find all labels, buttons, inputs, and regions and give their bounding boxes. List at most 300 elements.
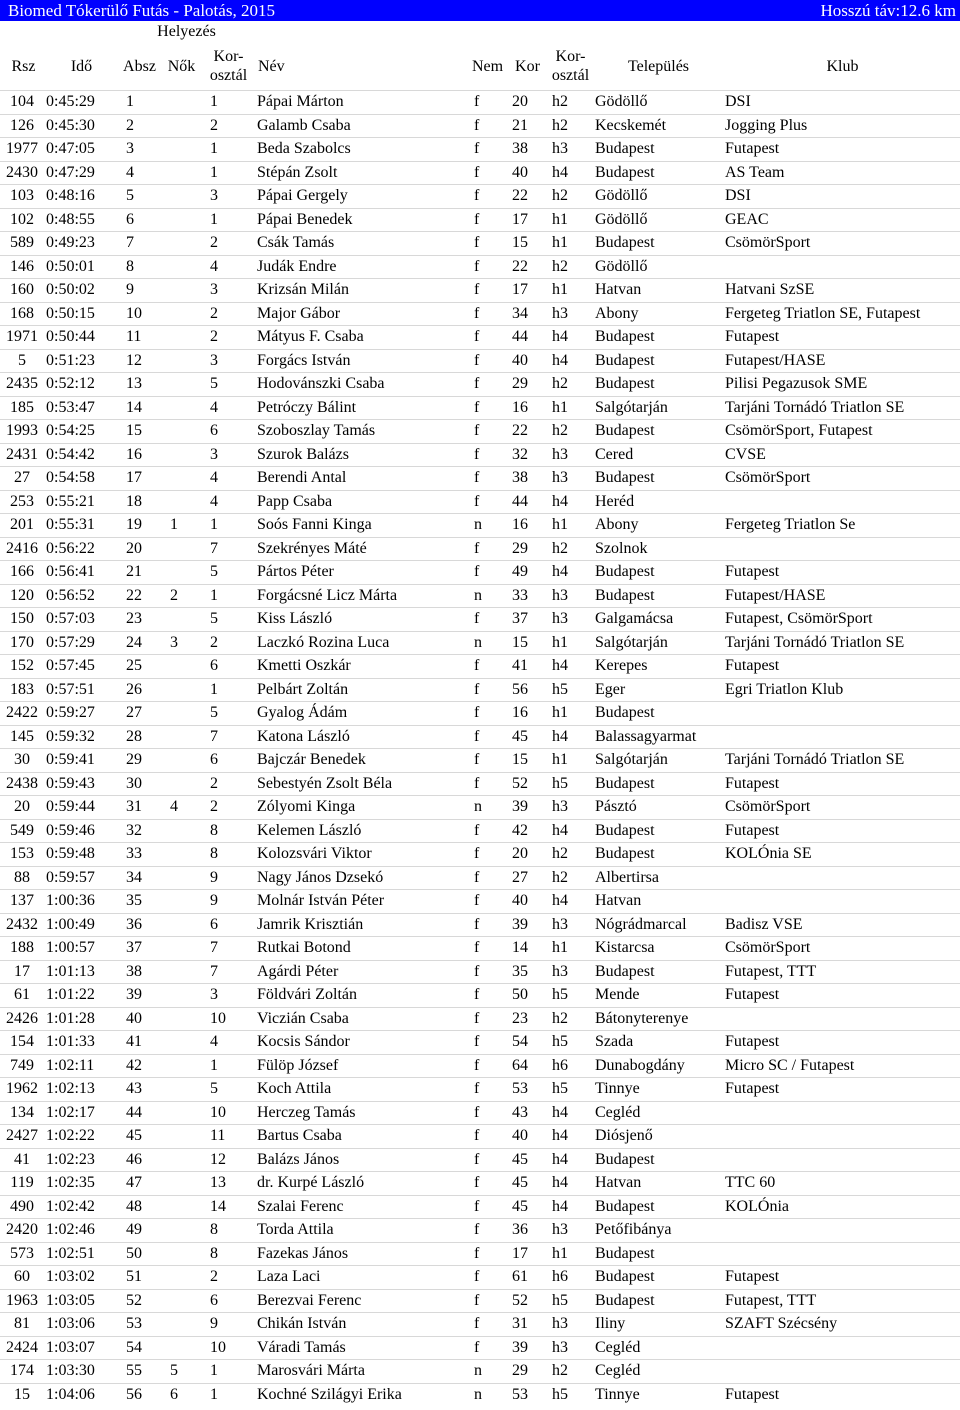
cell-ko: h3 <box>546 302 592 326</box>
cell-abs: 47 <box>116 1172 160 1196</box>
cell-nok <box>160 279 200 303</box>
cell-abs: 39 <box>116 984 160 1008</box>
cell-telepules: Budapest <box>592 561 722 585</box>
cell-telepules: Gödöllő <box>592 208 722 232</box>
table-row <box>0 1219 960 1243</box>
cell-kor: 38 <box>506 138 546 162</box>
cell-klub: GEAC <box>722 208 960 232</box>
cell-nev: Sebestyén Zsolt Béla <box>254 772 466 796</box>
cell-kor: 53 <box>506 1383 546 1406</box>
cell-kor: 23 <box>506 1007 546 1031</box>
cell-kor: 29 <box>506 537 546 561</box>
cell-ido: 0:47:29 <box>44 161 116 185</box>
cell-telepules: Tinnye <box>592 1078 722 1102</box>
cell-ido: 0:59:48 <box>44 843 116 867</box>
cell-ido: 0:50:15 <box>44 302 116 326</box>
cell-kor: 35 <box>506 960 546 984</box>
cell-rsz: 150 <box>0 608 44 632</box>
cell-ido: 1:02:42 <box>44 1195 116 1219</box>
cell-kork: 6 <box>200 913 254 937</box>
cell-nok <box>160 232 200 256</box>
cell-rsz: 185 <box>0 396 44 420</box>
cell-nev: Forgácsné Licz Márta <box>254 584 466 608</box>
cell-ido: 0:59:43 <box>44 772 116 796</box>
cell-kor: 17 <box>506 1242 546 1266</box>
cell-ido: 0:55:31 <box>44 514 116 538</box>
table-row <box>0 255 960 279</box>
cell-abs: 9 <box>116 279 160 303</box>
cell-rsz: 153 <box>0 843 44 867</box>
cell-abs: 3 <box>116 138 160 162</box>
cell-ido: 0:48:55 <box>44 208 116 232</box>
cell-abs: 2 <box>116 114 160 138</box>
cell-rsz: 170 <box>0 631 44 655</box>
cell-kork: 2 <box>200 302 254 326</box>
cell-ido: 0:47:05 <box>44 138 116 162</box>
cell-nok <box>160 772 200 796</box>
cell-rsz: 15 <box>0 1383 44 1406</box>
cell-ko: h3 <box>546 584 592 608</box>
cell-kork: 1 <box>200 1383 254 1406</box>
cell-ko: h4 <box>546 326 592 350</box>
cell-klub: Futapest/HASE <box>722 349 960 373</box>
table-row <box>0 326 960 350</box>
table-row <box>0 749 960 773</box>
cell-nem: n <box>466 1383 506 1406</box>
cell-rsz: 1993 <box>0 420 44 444</box>
cell-rsz: 549 <box>0 819 44 843</box>
cell-abs: 28 <box>116 725 160 749</box>
cell-kor: 39 <box>506 913 546 937</box>
cell-kork: 8 <box>200 1219 254 1243</box>
cell-ido: 0:48:16 <box>44 185 116 209</box>
cell-ko: h1 <box>546 749 592 773</box>
cell-abs: 7 <box>116 232 160 256</box>
cell-klub <box>722 1148 960 1172</box>
cell-ko: h3 <box>546 138 592 162</box>
cell-telepules: Budapest <box>592 702 722 726</box>
cell-nev: Katona László <box>254 725 466 749</box>
cell-ko: h4 <box>546 725 592 749</box>
cell-rsz: 1963 <box>0 1289 44 1313</box>
cell-nem: f <box>466 302 506 326</box>
cell-telepules: Budapest <box>592 772 722 796</box>
cell-nem: f <box>466 1266 506 1290</box>
cell-ido: 0:57:03 <box>44 608 116 632</box>
cell-kork: 9 <box>200 1313 254 1337</box>
cell-telepules: Tinnye <box>592 1383 722 1406</box>
cell-ido: 0:59:27 <box>44 702 116 726</box>
table-row <box>0 1054 960 1078</box>
cell-kork: 1 <box>200 208 254 232</box>
cell-kork: 7 <box>200 960 254 984</box>
cell-telepules: Szolnok <box>592 537 722 561</box>
cell-telepules: Budapest <box>592 584 722 608</box>
cell-nok <box>160 161 200 185</box>
cell-nem: f <box>466 396 506 420</box>
cell-nok <box>160 1313 200 1337</box>
cell-nev: Herczeg Tamás <box>254 1101 466 1125</box>
cell-klub: CsömörSport <box>722 467 960 491</box>
cell-telepules: Budapest <box>592 1195 722 1219</box>
table-row <box>0 490 960 514</box>
cell-kor: 44 <box>506 490 546 514</box>
cell-kork: 5 <box>200 561 254 585</box>
results-table <box>0 21 960 1406</box>
cell-abs: 26 <box>116 678 160 702</box>
cell-ido: 1:02:11 <box>44 1054 116 1078</box>
cell-klub: CsömörSport, Futapest <box>722 420 960 444</box>
cell-ko: h1 <box>546 396 592 420</box>
cell-kork: 2 <box>200 796 254 820</box>
cell-abs: 20 <box>116 537 160 561</box>
cell-ko: h5 <box>546 1289 592 1313</box>
cell-kork: 1 <box>200 584 254 608</box>
cell-nem: f <box>466 561 506 585</box>
cell-kor: 40 <box>506 349 546 373</box>
cell-nok <box>160 1242 200 1266</box>
cell-kor: 22 <box>506 420 546 444</box>
cell-abs: 4 <box>116 161 160 185</box>
cell-abs: 43 <box>116 1078 160 1102</box>
cell-nem: f <box>466 1148 506 1172</box>
table-row <box>0 1289 960 1313</box>
cell-abs: 10 <box>116 302 160 326</box>
cell-ido: 1:03:02 <box>44 1266 116 1290</box>
cell-kork: 2 <box>200 114 254 138</box>
cell-kor: 42 <box>506 819 546 843</box>
cell-telepules: Budapest <box>592 326 722 350</box>
cell-nok <box>160 749 200 773</box>
cell-nem: f <box>466 937 506 961</box>
blank-header <box>0 21 44 42</box>
cell-ko: h2 <box>546 420 592 444</box>
cell-abs: 19 <box>116 514 160 538</box>
cell-abs: 55 <box>116 1360 160 1384</box>
cell-nev: Szoboszlay Tamás <box>254 420 466 444</box>
table-row <box>0 373 960 397</box>
cell-klub: Futapest, CsömörSport <box>722 608 960 632</box>
cell-ko: h2 <box>546 114 592 138</box>
cell-abs: 11 <box>116 326 160 350</box>
cell-abs: 22 <box>116 584 160 608</box>
cell-abs: 29 <box>116 749 160 773</box>
cell-kork: 1 <box>200 161 254 185</box>
cell-telepules: Szada <box>592 1031 722 1055</box>
cell-nem: f <box>466 1054 506 1078</box>
cell-abs: 49 <box>116 1219 160 1243</box>
cell-kor: 45 <box>506 725 546 749</box>
cell-abs: 38 <box>116 960 160 984</box>
cell-nem: f <box>466 1007 506 1031</box>
cell-nev: dr. Kurpé László <box>254 1172 466 1196</box>
cell-nem: f <box>466 772 506 796</box>
cell-ko: h4 <box>546 1101 592 1125</box>
cell-nok <box>160 1266 200 1290</box>
cell-kor: 29 <box>506 373 546 397</box>
cell-ido: 1:01:22 <box>44 984 116 1008</box>
cell-ido: 0:45:30 <box>44 114 116 138</box>
cell-nev: Fazekas János <box>254 1242 466 1266</box>
cell-klub: Futapest/HASE <box>722 584 960 608</box>
cell-nem: f <box>466 1289 506 1313</box>
cell-nem: f <box>466 1078 506 1102</box>
cell-telepules: Budapest <box>592 960 722 984</box>
cell-rsz: 2426 <box>0 1007 44 1031</box>
cell-rsz: 146 <box>0 255 44 279</box>
cell-telepules: Gödöllő <box>592 255 722 279</box>
header-korosztaly-line2: osztál <box>551 67 590 84</box>
cell-klub <box>722 890 960 914</box>
cell-ko: h3 <box>546 608 592 632</box>
cell-nem: f <box>466 1125 506 1149</box>
cell-telepules: Gödöllő <box>592 91 722 115</box>
cell-ko: h3 <box>546 913 592 937</box>
cell-nem: f <box>466 843 506 867</box>
cell-nok <box>160 349 200 373</box>
cell-nem: f <box>466 255 506 279</box>
cell-nev: Koch Attila <box>254 1078 466 1102</box>
cell-abs: 53 <box>116 1313 160 1337</box>
table-row <box>0 984 960 1008</box>
cell-ido: 1:03:07 <box>44 1336 116 1360</box>
cell-nem: f <box>466 749 506 773</box>
cell-rsz: 2422 <box>0 702 44 726</box>
cell-telepules: Hatvan <box>592 890 722 914</box>
cell-rsz: 2431 <box>0 443 44 467</box>
cell-klub: Futapest, TTT <box>722 1289 960 1313</box>
cell-abs: 31 <box>116 796 160 820</box>
cell-nev: Marosvári Márta <box>254 1360 466 1384</box>
cell-nok <box>160 302 200 326</box>
cell-nok <box>160 1101 200 1125</box>
cell-nem: n <box>466 631 506 655</box>
cell-rsz: 160 <box>0 279 44 303</box>
cell-nem: f <box>466 443 506 467</box>
cell-telepules: Cegléd <box>592 1336 722 1360</box>
cell-ido: 0:59:32 <box>44 725 116 749</box>
cell-klub <box>722 537 960 561</box>
cell-nok <box>160 678 200 702</box>
cell-nok <box>160 490 200 514</box>
cell-kor: 49 <box>506 561 546 585</box>
cell-kork: 7 <box>200 537 254 561</box>
cell-rsz: 27 <box>0 467 44 491</box>
cell-kor: 29 <box>506 1360 546 1384</box>
cell-nok: 5 <box>160 1360 200 1384</box>
cell-klub: Futapest <box>722 772 960 796</box>
cell-telepules: Cered <box>592 443 722 467</box>
header-korosztaly-line2: osztál <box>209 67 248 84</box>
cell-telepules: Eger <box>592 678 722 702</box>
cell-abs: 45 <box>116 1125 160 1149</box>
cell-abs: 16 <box>116 443 160 467</box>
cell-abs: 40 <box>116 1007 160 1031</box>
cell-rsz: 749 <box>0 1054 44 1078</box>
cell-rsz: 20 <box>0 796 44 820</box>
cell-abs: 23 <box>116 608 160 632</box>
cell-telepules: Budapest <box>592 819 722 843</box>
table-row <box>0 1336 960 1360</box>
cell-nev: Pápai Benedek <box>254 208 466 232</box>
table-row <box>0 796 960 820</box>
cell-telepules: Albertirsa <box>592 866 722 890</box>
table-row <box>0 138 960 162</box>
cell-rsz: 88 <box>0 866 44 890</box>
cell-nev: Kelemen László <box>254 819 466 843</box>
cell-nok <box>160 1219 200 1243</box>
cell-ido: 0:56:41 <box>44 561 116 585</box>
cell-nev: Berezvai Ferenc <box>254 1289 466 1313</box>
cell-abs: 27 <box>116 702 160 726</box>
cell-ko: h2 <box>546 373 592 397</box>
cell-kork: 3 <box>200 279 254 303</box>
cell-nev: Petróczy Bálint <box>254 396 466 420</box>
table-row <box>0 1195 960 1219</box>
table-row <box>0 161 960 185</box>
cell-rsz: 2424 <box>0 1336 44 1360</box>
cell-kor: 40 <box>506 1125 546 1149</box>
cell-nok: 6 <box>160 1383 200 1406</box>
cell-rsz: 2430 <box>0 161 44 185</box>
cell-rsz: 166 <box>0 561 44 585</box>
cell-kor: 45 <box>506 1148 546 1172</box>
cell-kor: 52 <box>506 1289 546 1313</box>
cell-klub: KOLÓnia SE <box>722 843 960 867</box>
cell-ko: h1 <box>546 631 592 655</box>
cell-nem: f <box>466 91 506 115</box>
cell-kor: 61 <box>506 1266 546 1290</box>
cell-nev: Forgács István <box>254 349 466 373</box>
cell-abs: 34 <box>116 866 160 890</box>
cell-telepules: Salgótarján <box>592 396 722 420</box>
table-row <box>0 1148 960 1172</box>
cell-klub: Micro SC / Futapest <box>722 1054 960 1078</box>
cell-rsz: 2432 <box>0 913 44 937</box>
cell-ido: 1:03:05 <box>44 1289 116 1313</box>
cell-klub: TTC 60 <box>722 1172 960 1196</box>
table-row <box>0 514 960 538</box>
cell-ido: 0:54:25 <box>44 420 116 444</box>
cell-abs: 54 <box>116 1336 160 1360</box>
cell-rsz: 126 <box>0 114 44 138</box>
cell-telepules: Salgótarján <box>592 749 722 773</box>
cell-nem: n <box>466 796 506 820</box>
cell-nev: Szekrényes Máté <box>254 537 466 561</box>
cell-kor: 15 <box>506 232 546 256</box>
cell-klub: SZAFT Szécsény <box>722 1313 960 1337</box>
cell-ido: 0:59:46 <box>44 819 116 843</box>
cell-nev: Soós Fanni Kinga <box>254 514 466 538</box>
cell-rsz: 188 <box>0 937 44 961</box>
cell-nev: Chikán István <box>254 1313 466 1337</box>
cell-klub <box>722 490 960 514</box>
cell-telepules: Budapest <box>592 467 722 491</box>
cell-nok <box>160 913 200 937</box>
cell-nem: f <box>466 725 506 749</box>
cell-klub: Tarjáni Tornádó Triatlon SE <box>722 396 960 420</box>
cell-klub: Hatvani SzSE <box>722 279 960 303</box>
cell-telepules: Budapest <box>592 1289 722 1313</box>
cell-kork: 4 <box>200 467 254 491</box>
cell-nem: f <box>466 655 506 679</box>
cell-kork: 5 <box>200 702 254 726</box>
cell-nok <box>160 1336 200 1360</box>
cell-ko: h5 <box>546 1078 592 1102</box>
results-body <box>0 91 960 1407</box>
cell-nem: f <box>466 608 506 632</box>
cell-ko: h4 <box>546 1125 592 1149</box>
header-korosztaly <box>546 42 592 91</box>
cell-ido: 0:50:44 <box>44 326 116 350</box>
cell-nok <box>160 1007 200 1031</box>
cell-ido: 1:00:57 <box>44 937 116 961</box>
cell-ido: 0:50:02 <box>44 279 116 303</box>
cell-ido: 0:59:41 <box>44 749 116 773</box>
cell-ido: 0:54:58 <box>44 467 116 491</box>
cell-kork: 1 <box>200 678 254 702</box>
cell-ko: h4 <box>546 490 592 514</box>
cell-ido: 1:02:51 <box>44 1242 116 1266</box>
cell-kork: 4 <box>200 490 254 514</box>
cell-rsz: 137 <box>0 890 44 914</box>
cell-ido: 1:03:06 <box>44 1313 116 1337</box>
cell-nem: f <box>466 138 506 162</box>
table-row <box>0 678 960 702</box>
cell-ko: h3 <box>546 443 592 467</box>
cell-nok: 4 <box>160 796 200 820</box>
cell-abs: 46 <box>116 1148 160 1172</box>
table-row <box>0 725 960 749</box>
cell-kor: 39 <box>506 796 546 820</box>
cell-klub <box>722 1336 960 1360</box>
cell-nem: f <box>466 678 506 702</box>
table-row <box>0 420 960 444</box>
cell-nok <box>160 420 200 444</box>
cell-kork: 6 <box>200 655 254 679</box>
cell-klub: Futapest <box>722 1383 960 1406</box>
table-row <box>0 114 960 138</box>
cell-nev: Földvári Zoltán <box>254 984 466 1008</box>
cell-nev: Szalai Ferenc <box>254 1195 466 1219</box>
cell-ko: h1 <box>546 208 592 232</box>
cell-nev: Laza Laci <box>254 1266 466 1290</box>
cell-kork: 7 <box>200 725 254 749</box>
cell-ko: h4 <box>546 655 592 679</box>
cell-nem: f <box>466 420 506 444</box>
table-row <box>0 584 960 608</box>
cell-klub <box>722 1101 960 1125</box>
table-row <box>0 1313 960 1337</box>
cell-telepules: Mende <box>592 984 722 1008</box>
cell-nok <box>160 608 200 632</box>
cell-nok <box>160 937 200 961</box>
cell-telepules: Diósjenő <box>592 1125 722 1149</box>
cell-kor: 37 <box>506 608 546 632</box>
cell-nok: 2 <box>160 584 200 608</box>
table-row <box>0 1360 960 1384</box>
cell-kor: 54 <box>506 1031 546 1055</box>
cell-kor: 52 <box>506 772 546 796</box>
cell-telepules: Gödöllő <box>592 185 722 209</box>
table-row <box>0 1242 960 1266</box>
cell-abs: 17 <box>116 467 160 491</box>
cell-telepules: Heréd <box>592 490 722 514</box>
cell-abs: 18 <box>116 490 160 514</box>
cell-telepules: Cegléd <box>592 1360 722 1384</box>
cell-rsz: 2427 <box>0 1125 44 1149</box>
cell-nev: Balázs János <box>254 1148 466 1172</box>
